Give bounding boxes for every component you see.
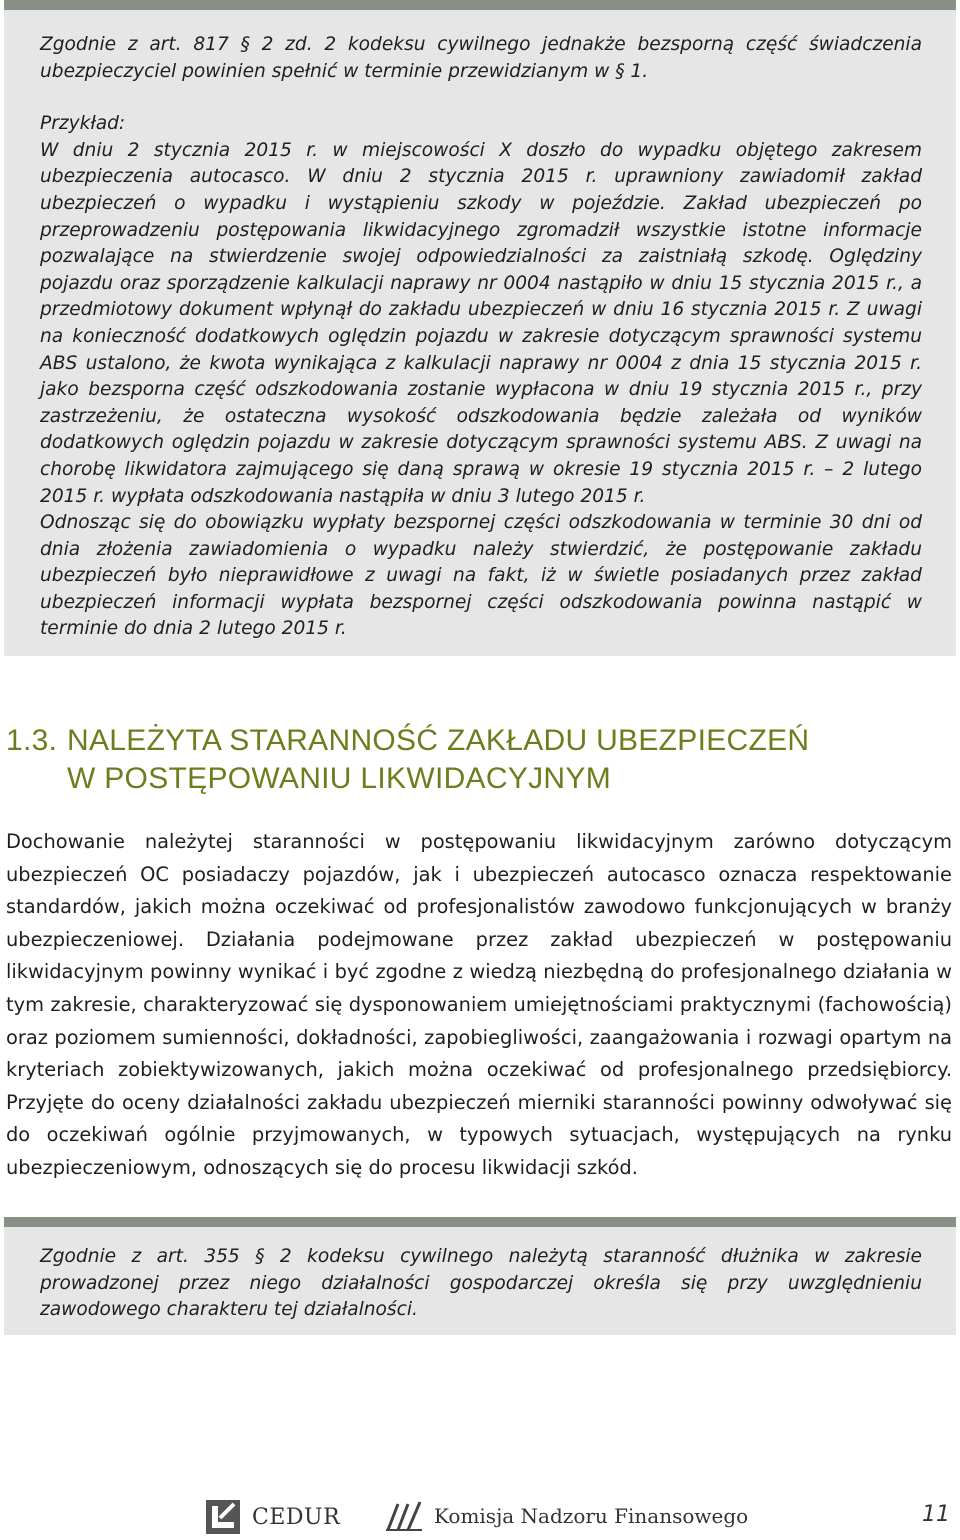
example-label: Przykład: bbox=[40, 113, 126, 135]
example-intro: Zgodnie z art. 817 § 2 zd. 2 kodeksu cywilnego jednakże bezsporną część świadczenia ubezpieczyciel powinien spełnić w terminie przewidzianym w § 1. bbox=[40, 34, 922, 82]
section-number: 1.3. bbox=[6, 724, 58, 757]
example-conclusion: Odnosząc się do obowiązku wypłaty bezspornej części odszkodowania w terminie 30 dni od dnia złożenia zawiadomienia o wypadku należy stwierdzić, że postępowanie zakładu ubezpieczeń było nieprawidłowe z uwagi na fakt, iż w świetle posiadanych przez zakład ubezpieczeń informacji wypłata bezspornej części odszkodowania powinna nastąpić w terminie do dnia 2 lutego 2015 r. bbox=[40, 512, 922, 640]
cedur-logo-text: CEDUR bbox=[252, 1504, 341, 1530]
cedur-logo-icon bbox=[206, 1500, 240, 1534]
section-title-line1: NALEŻYTA STARANNOŚĆ ZAKŁADU UBEZPIECZEŃ bbox=[67, 724, 810, 757]
section-heading bbox=[6, 722, 906, 798]
cedur-logo bbox=[206, 1500, 340, 1534]
note-text: Zgodnie z art. 355 § 2 kodeksu cywilnego należytą staranność dłużnika w zakresie prowadzonej przez niego działalności gospodarczej określa się przy uwzględnieniu zawodowego charakteru tej działalności. bbox=[40, 1246, 922, 1321]
example-body: W dniu 2 stycznia 2015 r. w miejscowości X doszło do wypadku objętego zakresem ubezpieczenia autocasco. W dniu 2 stycznia 2015 r. uprawniony zawiadomił zakład ubezpieczeń o wypadku i wystąpieniu szkody w pojeździe. Zakład ubezpieczeń po przeprowadzeniu postępowania likwidacyjnego zgromadził wszystkie istotne informacje pozwalające na stwierdzenie swojej odpowiedzialności za zaistniałą szkodę. Oględziny pojazdu oraz sporządzenie kalkulacji naprawy nr 0004 nastąpiło w dniu 15 stycznia 2015 r., a przedmiotowy dokument wpłynął do zakładu ubezpieczeń w dniu 16 stycznia 2015 r. Z uwagi na konieczność dodatkowych oględzin pojazdu w zakresie dotyczącym sprawności systemu ABS ustalono, że kwota wynikająca z kalkulacji naprawy nr 0004 z dnia 15 stycznia 2015 r. jako bezsporna część odszkodowania zostanie wypłacona w dniu 19 stycznia 2015 r., przy zastrzeżeniu, że ostateczna wysokość odszkodowania będzie zależała od wyników dodatkowych oględzin pojazdu w zakresie dotyczącym sprawności systemu ABS. Z uwagi na chorobę likwidatora zajmującego się daną sprawą w okresie 19 stycznia 2015 r. – 2 lutego 2015 r. wypłata odszkodowania nastąpiła w dniu 3 lutego 2015 r. bbox=[40, 139, 922, 507]
section-body: Dochowanie należytej staranności w postępowaniu likwidacyjnym zarówno dotyczącym ubezpieczeń OC posiadaczy pojazdów, jak i ubezpieczeń autocasco oznacza respektowanie standardów, jakich można oczekiwać od profesjonalistów zawodowo funkcjonujących w branży ubezpieczeniowej. Działania podejmowane przez zakład ubezpieczeń w postępowaniu likwidacyjnym powinny wynikać i być zgodne z wiedzą niezbędną do profesjonalnego działania w tym zakresie, charakteryzować się dysponowaniem umiejętnościami praktycznymi (fachowością) oraz poziomem sumienności, dokładności, zapobiegliwości, zaangażowania i rozwagi opartym na kryteriach zobiektywizowanych, jakich można oczekiwać od profesjonalnego przedsiębiorcy. Przyjęte do oceny działalności zakładu ubezpieczeń mierniki staranności powinny odwoływać się do oczekiwań ogólnie przyjmowanych, w typowych sytuacjach, występujących na rynku ubezpieczeniowym, odnoszących się do procesu likwidacji szkód. bbox=[6, 830, 952, 1179]
section-title-line2: W POSTĘPOWANIU LIKWIDACYJNYM bbox=[67, 762, 611, 795]
knf-logo-icon bbox=[384, 1498, 424, 1534]
example-box bbox=[4, 0, 956, 656]
knf-logo bbox=[384, 1498, 748, 1534]
page-number: 11 bbox=[922, 1502, 950, 1527]
knf-logo-text: Komisja Nadzoru Finansowego bbox=[434, 1504, 749, 1528]
note-box bbox=[4, 1217, 956, 1335]
page-footer bbox=[0, 1494, 960, 1540]
